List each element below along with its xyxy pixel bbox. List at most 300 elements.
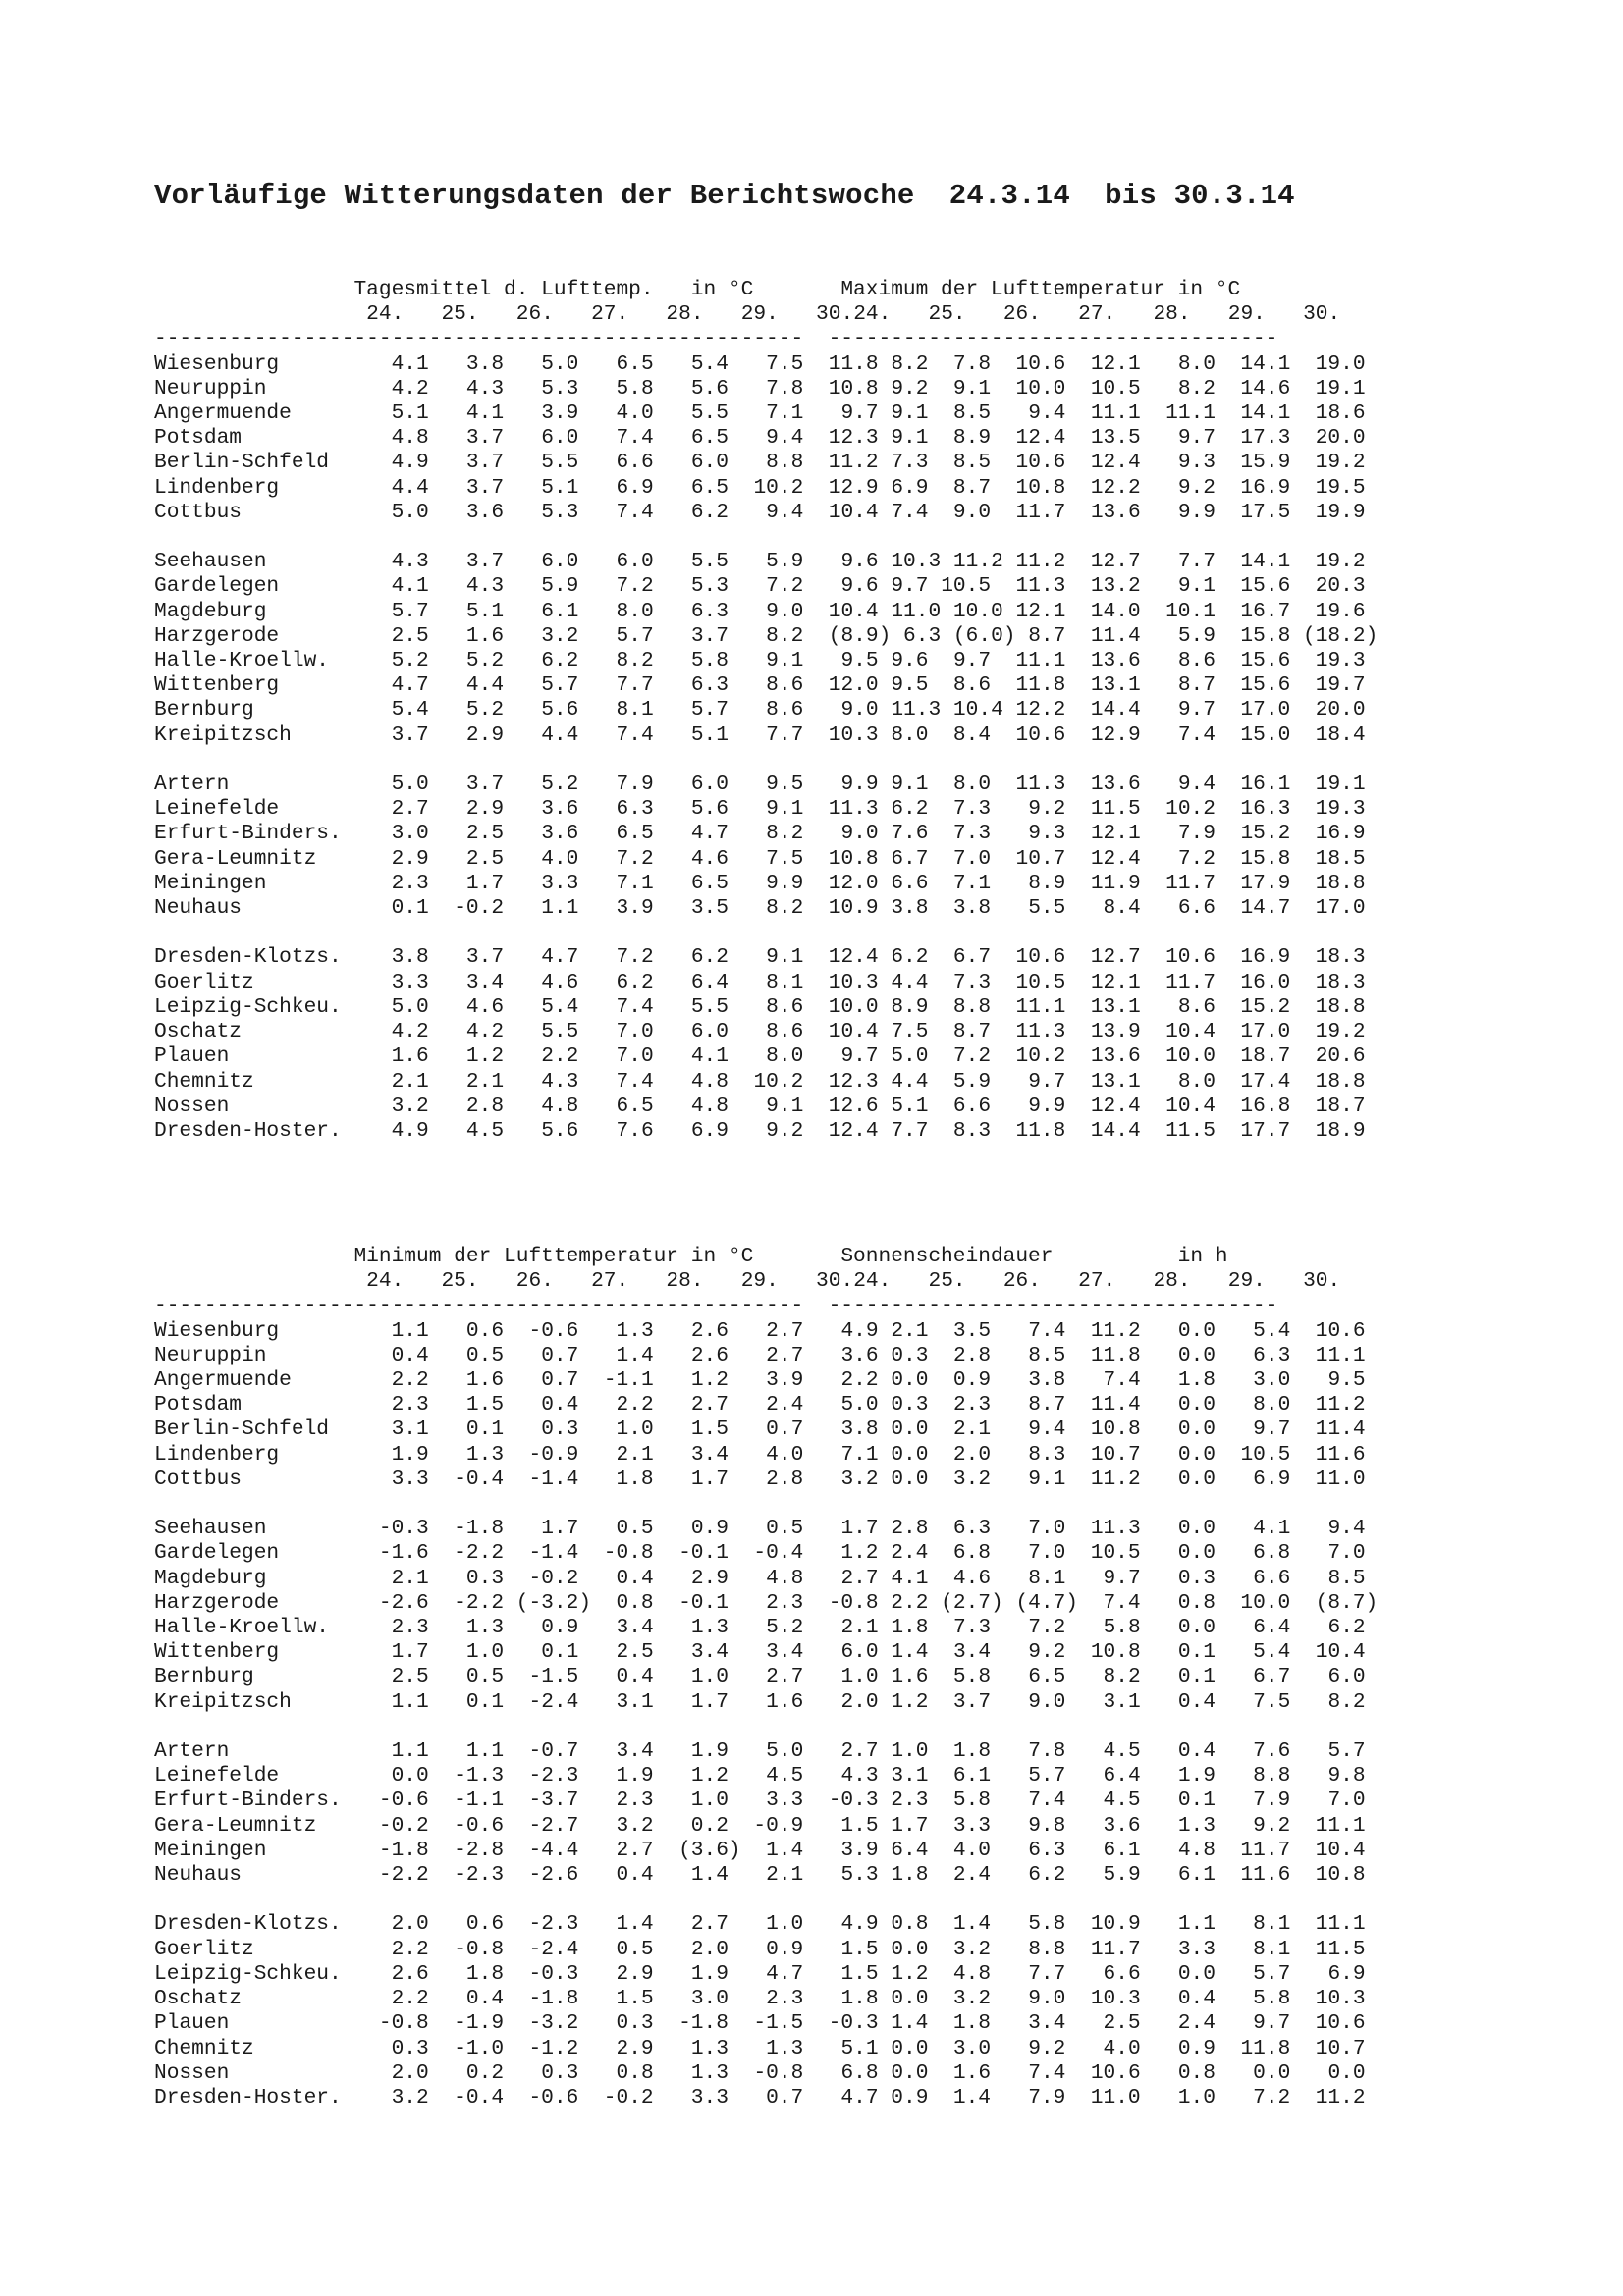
right-value: 11.7 xyxy=(1165,871,1216,895)
right-value: 12.4 xyxy=(1090,846,1141,871)
right-value: 5.0 xyxy=(891,1044,929,1069)
left-unit: in °C xyxy=(690,1245,754,1268)
table-row xyxy=(154,574,1366,598)
left-value: 1.3 xyxy=(616,1318,654,1343)
left-value: 11.8 xyxy=(828,351,879,376)
left-value: 1.2 xyxy=(690,1764,729,1789)
left-value: -1.2 xyxy=(528,2036,579,2060)
right-value: 8.1 xyxy=(1253,1937,1291,1961)
right-value: 2.8 xyxy=(952,1343,992,1367)
left-value: 4.9 xyxy=(391,1118,429,1143)
left-value: 2.1 xyxy=(391,1566,429,1590)
right-value: 0.4 xyxy=(1177,1987,1216,2011)
station-name: Wittenberg xyxy=(154,1640,280,1665)
right-value: 10.3 xyxy=(1315,1987,1366,2011)
left-value: 5.3 xyxy=(541,500,579,524)
table-row xyxy=(154,1417,1366,1441)
left-value: 0.8 xyxy=(616,2060,654,2085)
left-value: 1.2 xyxy=(465,1044,505,1069)
left-value: 2.1 xyxy=(616,1442,654,1467)
right-value: 17.9 xyxy=(1240,871,1291,895)
left-value: 4.0 xyxy=(541,846,579,871)
station-name: Halle-Kroellw. xyxy=(154,649,330,673)
left-value: -0.6 xyxy=(528,1318,579,1343)
right-value: 0.0 xyxy=(1177,1541,1216,1566)
left-day-label: 27. xyxy=(591,1269,629,1294)
table-row xyxy=(154,1962,1366,1986)
left-value: 3.7 xyxy=(465,945,505,970)
right-value: 10.8 xyxy=(1015,475,1066,500)
left-value: 7.0 xyxy=(616,1020,654,1044)
left-value: 3.2 xyxy=(391,1094,429,1118)
table-row xyxy=(154,1070,1366,1094)
left-value: 2.9 xyxy=(465,722,505,747)
left-value: 0.5 xyxy=(616,1517,654,1541)
left-value: 5.1 xyxy=(840,2036,879,2060)
left-value: -0.2 xyxy=(378,1813,429,1838)
station-name: Seehausen xyxy=(154,550,267,574)
right-value: 11.7 xyxy=(1015,500,1066,524)
right-value: 0.0 xyxy=(891,1417,929,1442)
left-value: -0.8 xyxy=(603,1541,654,1566)
right-value: 13.6 xyxy=(1090,773,1141,797)
right-value: 2.8 xyxy=(891,1517,929,1541)
left-value: -0.2 xyxy=(454,896,505,921)
right-value: 8.1 xyxy=(1253,1912,1291,1937)
left-value: 1.6 xyxy=(391,1044,429,1069)
right-value: 10.6 xyxy=(1315,2011,1366,2036)
right-value: 9.3 xyxy=(1177,451,1216,475)
left-value: 1.3 xyxy=(465,1616,505,1640)
station-name: Neuhaus xyxy=(154,896,243,921)
right-value: 7.0 xyxy=(952,846,992,871)
right-value: 9.1 xyxy=(891,401,929,426)
right-value: 0.0 xyxy=(1177,1961,1216,1986)
station-name: Seehausen xyxy=(154,1517,267,1541)
right-value: 11.3 xyxy=(1090,1517,1141,1541)
station-name: Chemnitz xyxy=(154,2036,254,2060)
left-value: 7.8 xyxy=(766,376,804,400)
table-row xyxy=(154,1591,1378,1615)
right-value: 10.0 xyxy=(1240,1590,1291,1615)
right-value: 0.0 xyxy=(891,1467,929,1491)
left-value: 2.9 xyxy=(616,1961,654,1986)
right-value: 10.1 xyxy=(1165,599,1216,623)
right-value: 1.4 xyxy=(952,1912,992,1937)
right-value: 19.2 xyxy=(1315,451,1366,475)
left-value: 4.8 xyxy=(690,1069,729,1094)
left-value: 3.7 xyxy=(465,426,505,451)
left-value: -0.1 xyxy=(678,1541,729,1566)
right-value: 10.7 xyxy=(1015,846,1066,871)
right-value: 1.9 xyxy=(1177,1764,1216,1789)
right-value: 10.4 xyxy=(1165,1020,1216,1044)
left-value: 9.0 xyxy=(840,698,879,722)
left-value: 8.0 xyxy=(616,599,654,623)
left-value: 1.9 xyxy=(690,1961,729,1986)
right-value: 12.4 xyxy=(1090,1094,1141,1118)
station-name: Lindenberg xyxy=(154,475,280,500)
right-value: 10.0 xyxy=(952,599,1003,623)
left-value: 4.8 xyxy=(391,426,429,451)
right-value: 7.0 xyxy=(1327,1541,1366,1566)
station-name: Magdeburg xyxy=(154,599,267,623)
right-value: 11.5 xyxy=(1090,797,1141,822)
right-value: 12.4 xyxy=(1090,451,1141,475)
left-value: -1.4 xyxy=(528,1467,579,1491)
right-value: 1.1 xyxy=(1177,1912,1216,1937)
left-value: 7.2 xyxy=(616,846,654,871)
right-value: 10.7 xyxy=(1090,1442,1141,1467)
table-row xyxy=(154,723,1366,747)
left-value: 3.9 xyxy=(541,401,579,426)
left-value: 12.0 xyxy=(828,673,879,698)
left-header: Minimum der Lufttemperatur xyxy=(353,1245,679,1268)
left-value: 9.7 xyxy=(840,1044,879,1069)
station-name: Chemnitz xyxy=(154,1069,254,1094)
right-value: 19.3 xyxy=(1315,797,1366,822)
right-value: 19.2 xyxy=(1315,1020,1366,1044)
right-value: 9.2 xyxy=(1177,475,1216,500)
left-value: -0.9 xyxy=(753,1813,804,1838)
left-value: 3.7 xyxy=(465,475,505,500)
left-value: 4.8 xyxy=(766,1566,804,1590)
left-value: 4.3 xyxy=(391,550,429,574)
left-value: 0.7 xyxy=(541,1368,579,1393)
right-unit: in h xyxy=(1177,1245,1228,1268)
table-row xyxy=(154,945,1366,969)
right-value: 10.4 xyxy=(952,698,1003,722)
left-value: -0.4 xyxy=(454,1467,505,1491)
right-value: 7.3 xyxy=(952,1616,992,1640)
left-value: -0.3 xyxy=(828,1789,879,1813)
left-day-label: 29. xyxy=(740,1269,779,1294)
right-value: 7.1 xyxy=(952,871,992,895)
right-value: 8.7 xyxy=(1028,1393,1066,1417)
right-day-label: 27. xyxy=(1078,302,1116,327)
left-value: 2.1 xyxy=(766,1863,804,1888)
right-value: 3.8 xyxy=(891,896,929,921)
station-name: Harzgerode xyxy=(154,623,280,648)
right-value: 6.1 xyxy=(1177,1863,1216,1888)
right-value: 6.6 xyxy=(1103,1961,1141,1986)
left-value: 2.0 xyxy=(391,2060,429,2085)
left-value: 1.5 xyxy=(465,1393,505,1417)
right-day-label: 29. xyxy=(1227,1269,1266,1294)
left-value: 9.0 xyxy=(766,599,804,623)
right-value: 6.2 xyxy=(1028,1863,1066,1888)
right-value: 14.4 xyxy=(1090,1118,1141,1143)
station-name: Wittenberg xyxy=(154,673,280,698)
right-value: 5.9 xyxy=(952,1069,992,1094)
left-value: 7.4 xyxy=(616,722,654,747)
left-value: 8.0 xyxy=(766,1044,804,1069)
left-day-label: 25. xyxy=(441,302,479,327)
left-value: -0.8 xyxy=(753,2060,804,2085)
left-value: 1.3 xyxy=(465,1442,505,1467)
left-value: 1.0 xyxy=(840,1665,879,1689)
left-value: 4.8 xyxy=(690,1094,729,1118)
left-value: 6.9 xyxy=(690,1118,729,1143)
station-name: Leinefelde xyxy=(154,797,280,822)
right-value: 16.7 xyxy=(1240,599,1291,623)
left-value: 5.3 xyxy=(690,574,729,599)
left-value: 6.5 xyxy=(616,351,654,376)
left-value: 5.1 xyxy=(465,599,505,623)
left-value: 5.0 xyxy=(391,994,429,1019)
left-value: 5.9 xyxy=(766,550,804,574)
right-value: 12.4 xyxy=(1015,426,1066,451)
right-header: Sonnenscheindauer xyxy=(840,1245,1054,1268)
left-value: 7.4 xyxy=(616,426,654,451)
right-value: 10.6 xyxy=(1015,945,1066,970)
right-value: 7.5 xyxy=(1253,1689,1291,1714)
left-value: -0.8 xyxy=(828,1590,879,1615)
left-value: 2.1 xyxy=(840,1616,879,1640)
table-row xyxy=(154,822,1366,845)
left-value: -0.6 xyxy=(454,1813,505,1838)
right-day-label: 24. xyxy=(853,1269,892,1294)
left-value: -0.4 xyxy=(454,2085,505,2109)
left-value: 2.3 xyxy=(616,1789,654,1813)
left-value: 3.2 xyxy=(541,623,579,648)
left-value: 3.6 xyxy=(840,1343,879,1367)
right-value: 6.5 xyxy=(1028,1665,1066,1689)
left-value: 7.2 xyxy=(616,574,654,599)
left-value: 8.6 xyxy=(766,673,804,698)
left-value: 2.5 xyxy=(391,1665,429,1689)
right-value: 4.5 xyxy=(1103,1739,1141,1764)
left-value: 6.4 xyxy=(690,970,729,994)
right-value: 3.3 xyxy=(1177,1937,1216,1961)
left-value: 1.2 xyxy=(840,1541,879,1566)
left-value: 4.2 xyxy=(391,376,429,400)
right-value: 2.1 xyxy=(891,1318,929,1343)
left-value: 8.2 xyxy=(766,822,804,846)
table-row xyxy=(154,1020,1366,1043)
left-value: 2.8 xyxy=(465,1094,505,1118)
right-value: 11.2 xyxy=(1090,1318,1141,1343)
right-value: 0.0 xyxy=(891,1368,929,1393)
right-value: 5.9 xyxy=(1103,1863,1141,1888)
right-value: 7.4 xyxy=(1028,2060,1066,2085)
right-value: 10.7 xyxy=(1315,2036,1366,2060)
right-value: 6.6 xyxy=(1253,1566,1291,1590)
table-row xyxy=(154,1665,1366,1688)
left-value: 4.6 xyxy=(465,994,505,1019)
left-value: 7.0 xyxy=(616,1044,654,1069)
left-value: 3.4 xyxy=(690,1442,729,1467)
left-value: 6.0 xyxy=(541,550,579,574)
left-value: 3.3 xyxy=(391,1467,429,1491)
right-value: 1.4 xyxy=(891,2011,929,2036)
table-row xyxy=(154,2011,1366,2035)
right-value: 8.3 xyxy=(1028,1442,1066,1467)
right-value: 16.9 xyxy=(1315,822,1366,846)
table-row xyxy=(154,1739,1366,1763)
left-value: 1.9 xyxy=(690,1739,729,1764)
table-row xyxy=(154,1789,1366,1812)
left-value: 10.0 xyxy=(828,994,879,1019)
left-value: 5.0 xyxy=(391,773,429,797)
left-value: 3.6 xyxy=(465,500,505,524)
station-name: Potsdam xyxy=(154,1393,243,1417)
left-value: 5.1 xyxy=(690,722,729,747)
right-value: 9.6 xyxy=(891,649,929,673)
left-value: 1.4 xyxy=(616,1343,654,1367)
right-value: 2.4 xyxy=(891,1541,929,1566)
table-row xyxy=(154,797,1366,821)
right-value: 0.0 xyxy=(1253,2060,1291,2085)
right-value: 6.6 xyxy=(891,871,929,895)
table-row xyxy=(154,1119,1366,1143)
station-name: Erfurt-Binders. xyxy=(154,822,342,846)
right-value: (18.2) xyxy=(1303,623,1379,648)
right-value: 10.9 xyxy=(1090,1912,1141,1937)
left-value: 2.6 xyxy=(690,1343,729,1367)
left-value: 3.7 xyxy=(391,722,429,747)
table-row xyxy=(154,1839,1366,1862)
right-value: 11.1 xyxy=(1090,401,1141,426)
right-value: 5.9 xyxy=(1177,623,1216,648)
right-value: 0.8 xyxy=(1177,1590,1216,1615)
right-value: 8.2 xyxy=(1177,376,1216,400)
right-value: 13.5 xyxy=(1090,426,1141,451)
right-value: 10.5 xyxy=(1090,376,1141,400)
right-value: 6.2 xyxy=(1327,1616,1366,1640)
right-value: 18.3 xyxy=(1315,945,1366,970)
table-row xyxy=(154,1912,1366,1936)
right-value: 7.9 xyxy=(1028,2085,1066,2109)
right-value: 0.0 xyxy=(1177,1417,1217,1442)
right-value: 9.2 xyxy=(891,376,929,400)
left-value: 7.5 xyxy=(766,846,804,871)
right-value: 4.8 xyxy=(952,1961,992,1986)
left-value: 9.7 xyxy=(840,401,879,426)
left-value: 6.0 xyxy=(690,451,729,475)
left-value: 0.6 xyxy=(465,1318,505,1343)
left-value: -2.7 xyxy=(528,1813,579,1838)
station-name: Potsdam xyxy=(154,426,243,451)
left-value: 12.6 xyxy=(828,1094,879,1118)
right-value: 11.0 xyxy=(1315,1467,1366,1491)
right-value: 9.4 xyxy=(1177,773,1216,797)
right-value: 6.4 xyxy=(1253,1616,1291,1640)
table-row xyxy=(154,451,1366,474)
left-value: 1.7 xyxy=(840,1517,879,1541)
left-value: 7.6 xyxy=(616,1118,654,1143)
left-value: 5.3 xyxy=(840,1863,879,1888)
left-value: 8.6 xyxy=(766,994,804,1019)
right-value: 11.1 xyxy=(1315,1343,1366,1367)
station-name: Leinefelde xyxy=(154,1764,280,1789)
right-value: 17.4 xyxy=(1240,1069,1291,1094)
left-value: 3.3 xyxy=(690,2085,729,2109)
left-value: 3.9 xyxy=(840,1838,879,1862)
station-name: Artern xyxy=(154,773,230,797)
right-value: 12.7 xyxy=(1090,945,1141,970)
right-value: 5.1 xyxy=(891,1094,929,1118)
left-value: 12.0 xyxy=(828,871,879,895)
right-value: 1.8 xyxy=(952,1739,992,1764)
left-value: 7.1 xyxy=(766,401,804,426)
right-value: 7.4 xyxy=(1103,1368,1141,1393)
left-value: 7.2 xyxy=(766,574,804,599)
left-value: 3.8 xyxy=(465,351,505,376)
right-value: 13.6 xyxy=(1090,500,1141,524)
right-value: 6.7 xyxy=(952,945,992,970)
right-value: 0.8 xyxy=(1177,2060,1216,2085)
left-value: 5.9 xyxy=(541,574,579,599)
right-value: 7.4 xyxy=(1103,1590,1141,1615)
right-value: 2.3 xyxy=(891,1789,929,1813)
left-value: 4.8 xyxy=(541,1094,579,1118)
left-value: 10.4 xyxy=(828,500,879,524)
right-value: 10.4 xyxy=(1315,1838,1366,1862)
right-value: 7.8 xyxy=(1028,1739,1066,1764)
right-value: 20.3 xyxy=(1315,574,1366,599)
left-value: 3.9 xyxy=(766,1368,804,1393)
right-header: Maximum der Lufttemperatur xyxy=(840,278,1165,301)
left-value: 1.0 xyxy=(690,1789,729,1813)
right-value: 18.9 xyxy=(1315,1118,1366,1143)
left-value: 5.2 xyxy=(541,773,579,797)
right-value: 10.6 xyxy=(1090,2060,1141,2085)
table-row xyxy=(154,1814,1366,1838)
left-value: 12.4 xyxy=(828,1118,879,1143)
right-value: 11.2 xyxy=(1090,1467,1141,1491)
right-value: 9.9 xyxy=(1028,1094,1066,1118)
left-value: 2.7 xyxy=(766,1318,804,1343)
table-row xyxy=(154,1044,1366,1068)
left-value: 4.9 xyxy=(840,1318,879,1343)
page-title: Vorläufige Witterungsdaten der Berichtswoche 24.3.14 bis 30.3.14 xyxy=(154,180,1295,212)
right-value: 3.8 xyxy=(952,896,992,921)
left-value: 6.0 xyxy=(690,773,729,797)
left-value: 0.1 xyxy=(465,1417,505,1442)
left-value: 3.6 xyxy=(541,797,579,822)
right-value: 3.1 xyxy=(891,1764,929,1789)
right-value: 0.0 xyxy=(891,1987,929,2011)
right-value: 2.2 xyxy=(891,1590,929,1615)
left-value: 1.0 xyxy=(766,1912,804,1937)
left-value: 9.1 xyxy=(766,649,804,673)
left-value: 0.9 xyxy=(690,1517,729,1541)
right-value: 12.1 xyxy=(1090,351,1141,376)
right-value: 14.7 xyxy=(1240,896,1291,921)
right-value: 6.9 xyxy=(1253,1467,1291,1491)
table-row xyxy=(154,1690,1366,1714)
right-value: 7.2 xyxy=(1177,846,1216,871)
right-value: 7.7 xyxy=(891,1118,929,1143)
station-name: Berlin-Schfeld xyxy=(154,1417,330,1442)
left-value: 2.5 xyxy=(391,623,429,648)
left-value: 1.7 xyxy=(541,1517,579,1541)
right-value: 11.3 xyxy=(1015,773,1066,797)
right-value: 6.2 xyxy=(891,945,929,970)
right-value: 10.5 xyxy=(941,574,992,599)
left-value: 2.3 xyxy=(391,1393,429,1417)
left-value: 7.2 xyxy=(616,945,654,970)
right-value: 11.2 xyxy=(1015,550,1066,574)
left-value: 9.9 xyxy=(840,773,879,797)
table-row xyxy=(154,1344,1366,1367)
right-day-label: 25. xyxy=(928,302,966,327)
right-value: 11.4 xyxy=(1090,623,1141,648)
right-value: 0.1 xyxy=(1177,1789,1216,1813)
right-value: 5.8 xyxy=(1103,1616,1141,1640)
right-value: 10.4 xyxy=(1315,1640,1366,1665)
